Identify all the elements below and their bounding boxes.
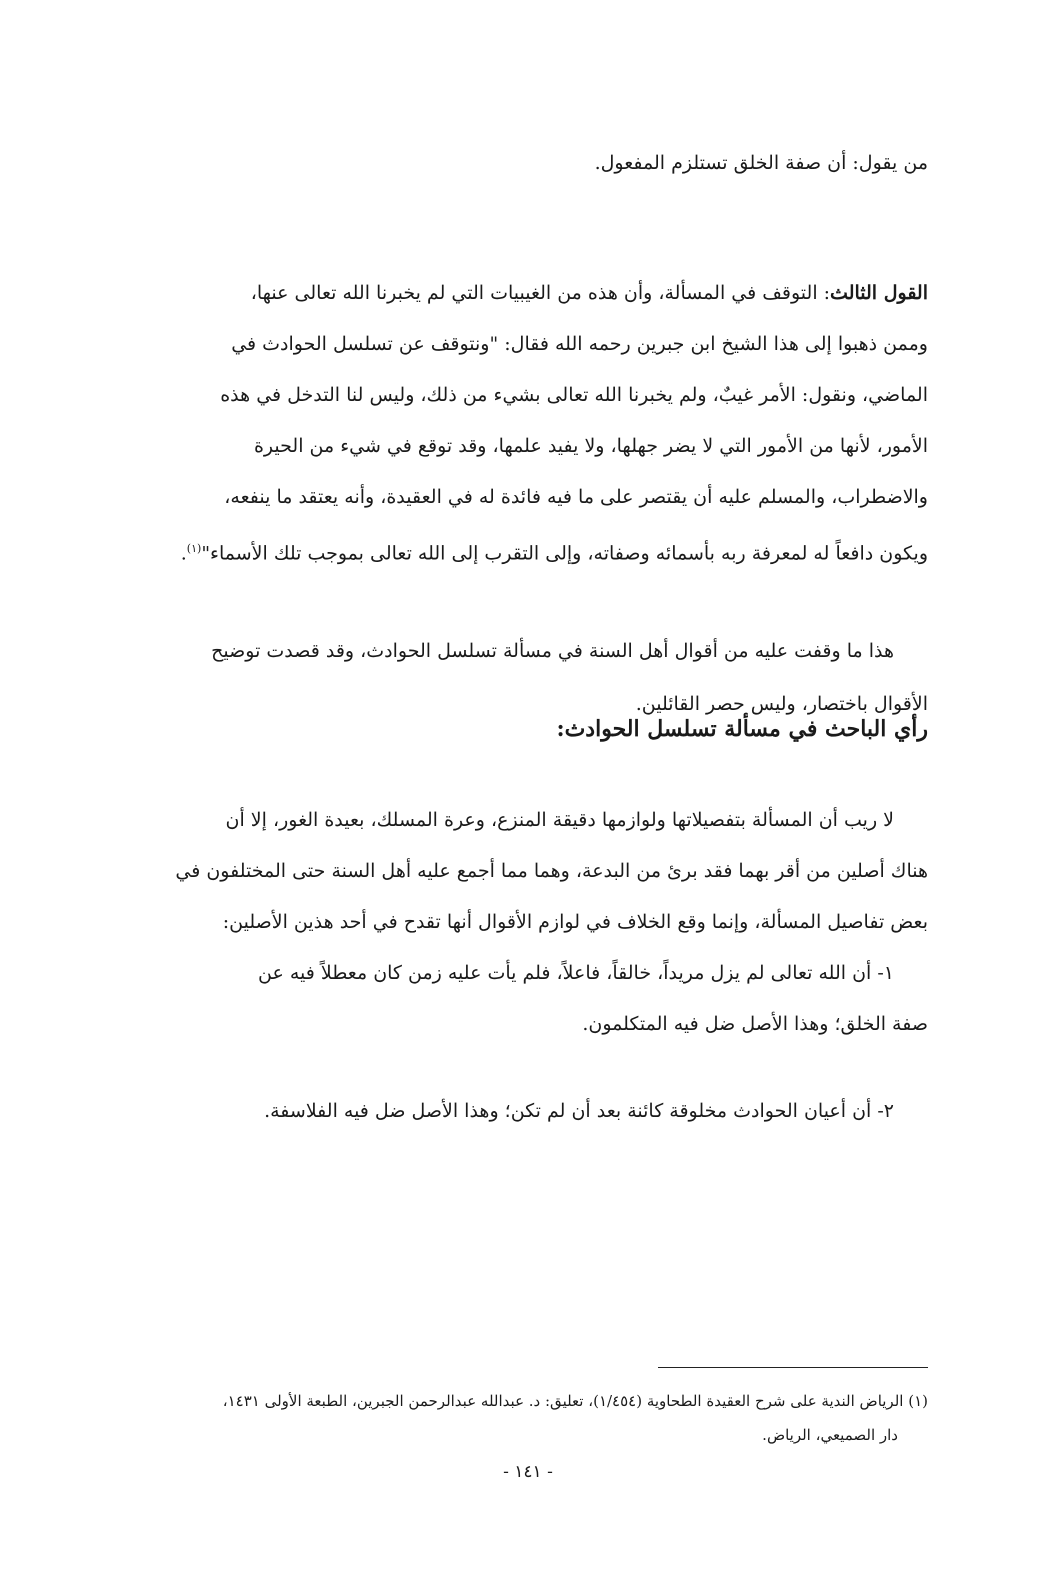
third-opinion-line: وممن ذهبوا إلى هذا الشيخ ابن جبرين رحمه الله فقال: "ونتوقف عن تسلسل الحوادث في bbox=[231, 333, 928, 355]
third-opinion-line: الأمور، لأنها من الأمور التي لا يضر جهلها، ولا يفيد علمها، وقد توقع في شيء من الحيرة bbox=[253, 435, 928, 457]
third-opinion-line bbox=[128, 523, 928, 579]
footnote-separator bbox=[658, 1367, 928, 1368]
footnote bbox=[128, 1384, 928, 1452]
third-opinion-end: . bbox=[180, 542, 187, 565]
point-1-line: صفة الخلق؛ وهذا الأصل ضل فيه المتكلمون. bbox=[582, 1013, 928, 1035]
point-2-paragraph: ٢- أن أعيان الحوادث مخلوقة كائنة بعد أن لم تكن؛ وهذا الأصل ضل فيه الفلاسفة. bbox=[264, 1100, 894, 1122]
intro-paragraph: من يقول: أن صفة الخلق تستلزم المفعول. bbox=[594, 152, 928, 174]
third-opinion-line: الماضي، ونقول: الأمر غيبٌ، ولم يخبرنا الله تعالى بشيء من ذلك، وليس لنا التدخل في هذه bbox=[220, 384, 928, 406]
third-opinion-line: والاضطراب، والمسلم عليه أن يقتصر على ما فيه فائدة له في العقيدة، وأنه يعتقد ما ينفعه، bbox=[224, 486, 928, 508]
third-opinion-line-text: : التوقف في المسألة، وأن هذه من الغيبيات التي لم يخبرنا الله تعالى عنها، bbox=[250, 282, 831, 304]
section-heading: رأي الباحث في مسألة تسلسل الحوادث: bbox=[556, 716, 928, 742]
summary-line: الأقوال باختصار، وليس حصر القائلين. bbox=[635, 693, 928, 715]
third-opinion-line-text: ويكون دافعاً له لمعرفة ربه بأسمائه وصفاته، وإلى التقرب إلى الله تعالى بموجب تلك الأسماء" bbox=[201, 542, 928, 565]
opinion-line: لا ريب أن المسألة بتفصيلاتها ولوازمها دقيقة المنزع، وعرة المسلك، بعيدة الغور، إلا أن bbox=[225, 809, 894, 831]
researcher-opinion-paragraph bbox=[128, 795, 928, 1050]
footnote-line: دار الصميعي، الرياض. bbox=[762, 1426, 898, 1444]
footnote-reference[interactable]: (١) bbox=[186, 542, 202, 555]
point-1-line: ١- أن الله تعالى لم يزل مريداً، خالقاً، فاعلاً، فلم يأت عليه زمن كان معطلاً فيه عن bbox=[258, 962, 894, 984]
summary-line: هذا ما وقفت عليه من أقوال أهل السنة في مسألة تسلسل الحوادث، وقد قصدت توضيح bbox=[211, 640, 894, 662]
opinion-line: هناك أصلين من أقر بهما فقد برئ من البدعة، وهما مما أجمع عليه أهل السنة حتى المختلفون في bbox=[175, 860, 928, 882]
page-number: - ١٤١ - bbox=[503, 1462, 553, 1482]
third-opinion-paragraph bbox=[128, 268, 928, 579]
third-opinion-lead: القول الثالث bbox=[830, 282, 928, 304]
third-opinion-line bbox=[128, 268, 928, 319]
opinion-line: بعض تفاصيل المسألة، وإنما وقع الخلاف في لوازم الأقوال أنها تقدح في أحد هذين الأصلين: bbox=[222, 911, 928, 933]
footnote-line: (١) الرياض الندية على شرح العقيدة الطحاوية (١/٤٥٤)، تعليق: د. عبدالله عبدالرحمن الجبرين، الطبعة الأولى ١٤٣١، bbox=[222, 1392, 928, 1410]
